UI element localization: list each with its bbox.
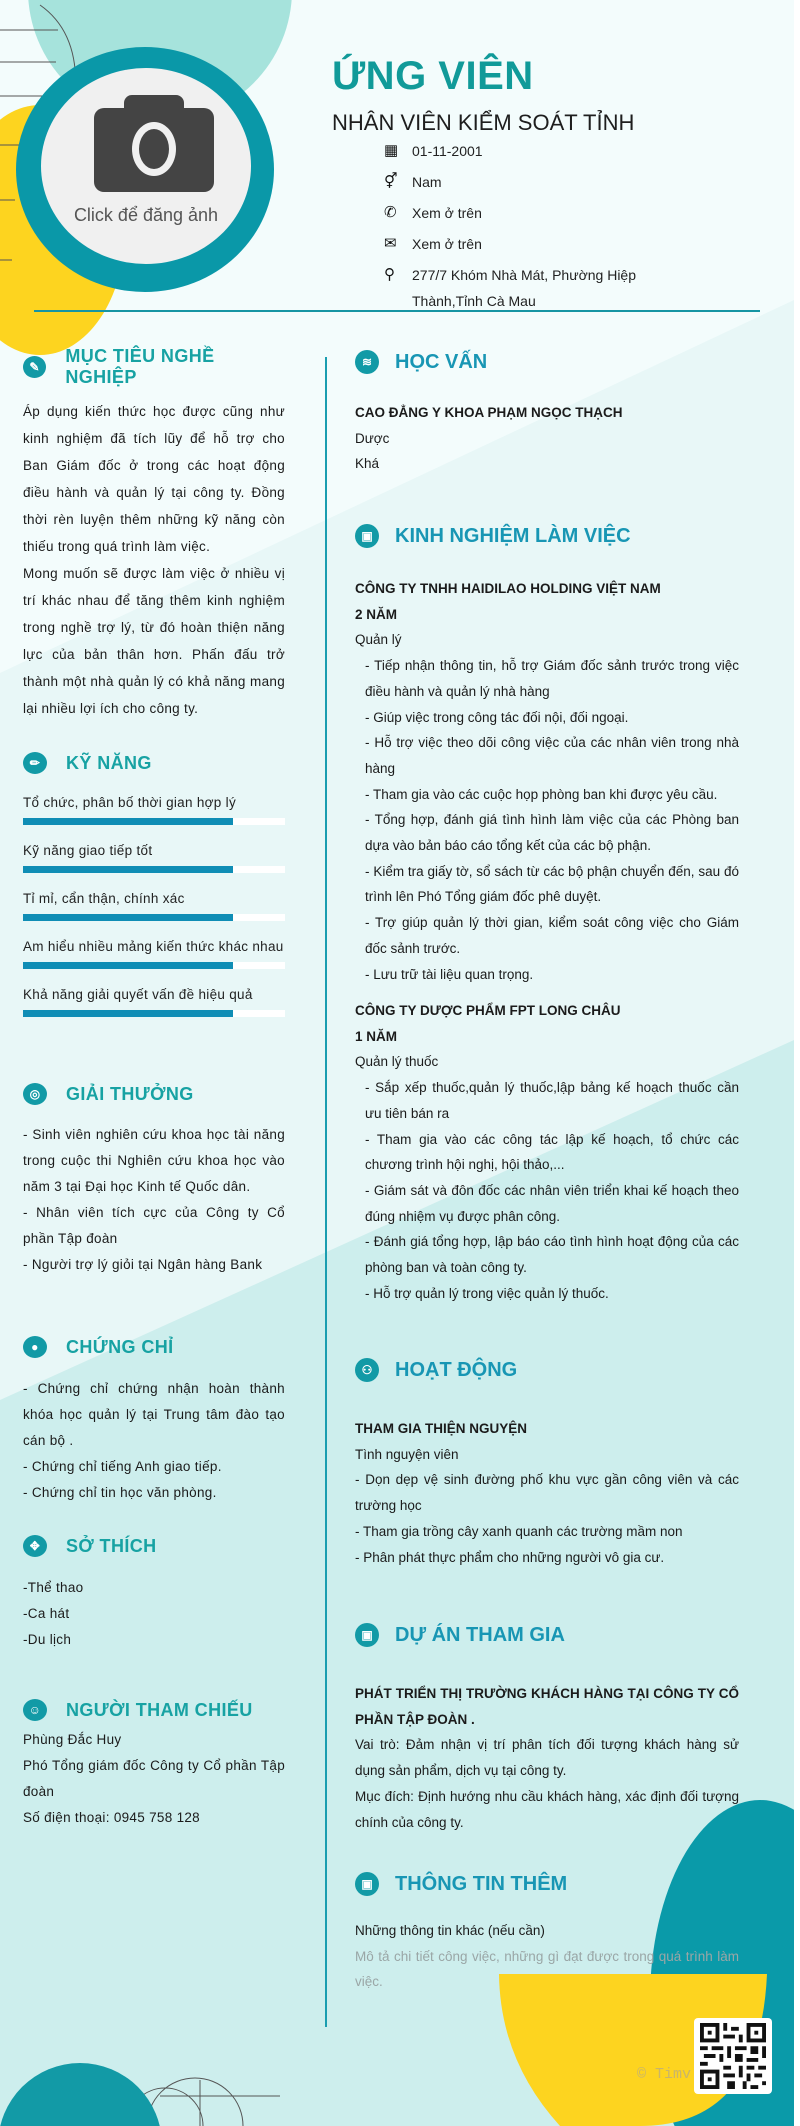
section-additional-info <box>355 1870 739 1995</box>
job-task: - Giúp việc trong công tác đối nội, đối ngoại. <box>365 709 629 725</box>
skill-name: Tổ chức, phân bố thời gian hợp lý <box>23 795 237 810</box>
activity-role: Tình nguyện viên <box>355 1446 459 1462</box>
profile-photo-upload[interactable] <box>16 47 274 292</box>
hobby-item: -Thể thao <box>23 1580 84 1595</box>
section-title: NGƯỜI THAM CHIẾU <box>66 1699 253 1720</box>
section-projects <box>355 1621 739 1835</box>
reference-title: Phó Tổng giám đốc Công ty Cổ phần Tập đoàn <box>23 1758 285 1799</box>
additional-info-text: Những thông tin khác (nếu cần) <box>355 1923 545 1938</box>
job-position: NHÂN VIÊN KIỂM SOÁT TỈNH <box>332 110 635 135</box>
lightbulb-icon: ● <box>23 1336 47 1358</box>
contact-birthdate <box>384 138 764 164</box>
user-add-icon: ☺ <box>23 1699 47 1721</box>
section-education <box>355 348 739 477</box>
address-value: 277/7 Khóm Nhà Mát, Phường Hiệp Thành,Tỉnh Cà Mau <box>412 267 637 309</box>
location-icon: ⚲ <box>384 266 395 283</box>
layers-icon: ≋ <box>355 350 379 374</box>
skill-item <box>23 987 285 1017</box>
id-card-icon: ▣ <box>355 1872 379 1896</box>
skill-name: Kỹ năng giao tiếp tốt <box>23 843 153 858</box>
skill-name: Tỉ mỉ, cẩn thận, chính xác <box>23 891 185 906</box>
project-name: PHÁT TRIỂN THỊ TRƯỜNG KHÁCH HÀNG TẠI CÔNG TY CỔ PHẦN TẬP ĐOÀN . <box>355 1686 739 1727</box>
section-title: THÔNG TIN THÊM <box>395 1872 568 1895</box>
section-title: DỰ ÁN THAM GIA <box>395 1623 565 1646</box>
phone-value: Xem ở trên <box>412 205 482 221</box>
award-item: - Sinh viên nghiên cứu khoa học tài năng trong cuộc thi Nghiên cứu khoa học vào năm 3 tại Đại học Kinh tế Quốc dân. <box>23 1127 285 1194</box>
skill-bar-fill <box>23 866 233 873</box>
job-duration: 1 NĂM <box>355 1028 398 1044</box>
column-divider <box>325 357 327 2027</box>
section-title: GIẢI THƯỞNG <box>66 1083 194 1104</box>
skill-item <box>23 795 285 825</box>
section-objective <box>23 346 285 722</box>
job-duration: 2 NĂM <box>355 606 398 622</box>
section-experience <box>355 522 739 550</box>
hobby-item: -Ca hát <box>23 1606 70 1621</box>
id-card-icon: ▣ <box>355 1623 379 1647</box>
contact-address <box>384 262 674 314</box>
section-title: HOẠT ĐỘNG <box>395 1358 518 1381</box>
skill-name: Khả năng giải quyết vấn đề hiệu quả <box>23 987 253 1002</box>
job-task: - Lưu trữ tài liệu quan trọng. <box>365 966 534 982</box>
skill-bar <box>23 914 285 921</box>
compass-icon: ◎ <box>23 1083 47 1105</box>
section-hobbies <box>23 1534 285 1653</box>
company-name: CÔNG TY DƯỢC PHẨM FPT LONG CHÂU <box>355 1003 621 1018</box>
id-card-icon: ▣ <box>355 524 379 548</box>
objective-paragraph: Áp dụng kiến thức học được cũng như kinh nghiệm đã tích lũy để hỗ trợ cho Ban Giám đốc ở trong các hoạt động điều hành và quản lý tại công ty. Đồng thời rèn luyện thêm những kỹ năng còn thiếu trong quá trình làm việc. <box>23 404 285 554</box>
reference-name: Phùng Đắc Huy <box>23 1732 122 1747</box>
section-reference <box>23 1698 285 1831</box>
calendar-icon: ▦ <box>384 142 399 159</box>
gamepad-icon: ✥ <box>23 1535 47 1557</box>
reference-phone: Số điện thoại: 0945 758 128 <box>23 1810 200 1825</box>
job-entry <box>355 576 739 987</box>
job-role: Quản lý thuốc <box>355 1054 439 1070</box>
activity-item: - Phân phát thực phẩm cho những người vô gia cư. <box>355 1549 665 1565</box>
section-title: MỤC TIÊU NGHỀ NGHIỆP <box>65 346 215 387</box>
contact-gender <box>384 169 764 195</box>
job-task: - Trợ giúp quản lý thời gian, kiểm soát công việc cho Giám đốc sảnh trước. <box>365 915 739 956</box>
job-task: - Hỗ trợ việc theo dõi công việc của các nhân viên trong nhà hàng <box>365 735 739 776</box>
job-task: - Tiếp nhận thông tin, hỗ trợ Giám đốc sảnh trước trong việc điều hành và quản lý nhà hàng <box>365 658 739 699</box>
certificate-item: - Chứng chỉ chứng nhận hoàn thành khóa học quản lý tại Trung tâm đào tạo cán bộ . <box>23 1381 285 1448</box>
skill-bar-fill <box>23 962 233 969</box>
grade: Khá <box>355 456 380 472</box>
email-value: Xem ở trên <box>412 236 482 252</box>
email-icon: ✉ <box>384 235 397 252</box>
header-divider <box>34 310 760 312</box>
activity-item: - Tham gia trồng cây xanh quanh các trường mầm non <box>355 1523 683 1539</box>
job-task: - Kiểm tra giấy tờ, sổ sách từ các bộ phận chuyển đến, sau đó trình lên Phó Tổng giám đốc phê duyệt. <box>365 863 739 905</box>
pencil-icon: ✏ <box>23 752 47 774</box>
project-role: Vai trò: Đảm nhận vị trí phân tích đối tượng khách hàng sử dụng sản phẩm, dịch vụ tại công ty. <box>355 1737 739 1779</box>
contact-phone <box>384 200 764 226</box>
job-task: - Sắp xếp thuốc,quản lý thuốc,lập bảng kế hoạch thuốc cần ưu tiên bán ra <box>365 1080 739 1121</box>
skill-bar <box>23 1010 285 1017</box>
phone-icon: ✆ <box>384 204 397 221</box>
activity-name: THAM GIA THIỆN NGUYỆN <box>355 1421 527 1436</box>
skill-bar-fill <box>23 818 233 825</box>
skill-bar <box>23 866 285 873</box>
project-goal: Mục đích: Định hướng nhu cầu khách hàng, xác định đối tượng chính của công ty. <box>355 1788 739 1830</box>
job-task: - Đánh giá tổng hợp, lập báo cáo tình hình hoạt động của các phòng ban và toàn công ty. <box>365 1234 739 1276</box>
group-icon: ⚇ <box>355 1358 379 1382</box>
skill-bar <box>23 818 285 825</box>
section-title: KINH NGHIỆM LÀM VIỆC <box>395 524 631 547</box>
award-item: - Nhân viên tích cực của Công ty Cổ phần Tập đoàn <box>23 1205 285 1246</box>
certificate-item: - Chứng chỉ tin học văn phòng. <box>23 1485 217 1500</box>
section-certificates <box>23 1335 285 1506</box>
job-task: - Giám sát và đôn đốc các nhân viên triển khai kế hoạch theo đúng nhiệm vụ được phân công. <box>365 1182 739 1224</box>
job-task: - Tham gia vào các cuộc họp phòng ban khi được yêu cầu. <box>365 786 718 802</box>
photo-upload-label: Click để đăng ảnh <box>73 205 219 225</box>
watermark: © Timv <box>637 2066 692 2083</box>
candidate-name: ỨNG VIÊN <box>332 54 534 98</box>
activity-item: - Dọn dẹp vệ sinh đường phố khu vực gần công viên và các trường học <box>355 1472 739 1514</box>
section-title: CHỨNG CHỈ <box>66 1336 174 1357</box>
job-task: - Tham gia vào các công tác lập kế hoạch, tổ chức các chương trình hội nghị, hội thảo,... <box>365 1131 739 1173</box>
birthdate-value: 01-11-2001 <box>412 143 483 159</box>
section-awards <box>23 1082 285 1278</box>
gender-value: Nam <box>412 174 442 190</box>
award-item: - Người trợ lý giỏi tại Ngân hàng Bank <box>23 1257 263 1272</box>
section-title: KỸ NĂNG <box>66 752 152 773</box>
additional-info-placeholder[interactable]: Mô tả chi tiết công việc, những gì đạt được trong quá trình làm việc. <box>355 1948 739 1990</box>
camera-icon <box>94 108 214 192</box>
job-task: - Hỗ trợ quản lý trong việc quản lý thuốc. <box>365 1285 609 1301</box>
section-title: SỞ THÍCH <box>66 1535 157 1556</box>
job-entry <box>355 998 739 1306</box>
hobby-item: -Du lịch <box>23 1632 72 1647</box>
section-skills <box>23 751 285 1051</box>
skill-item <box>23 891 285 921</box>
skill-name: Am hiểu nhiều mảng kiến thức khác nhau <box>23 939 284 954</box>
major: Dược <box>355 430 390 446</box>
job-task: - Tổng hợp, đánh giá tình hình làm việc của các Phòng ban dựa vào bản báo cáo tổng kết của các bộ phận. <box>365 812 739 854</box>
objective-paragraph: Mong muốn sẽ được làm việc ở nhiều vị trí khác nhau để tăng thêm kinh nghiệm trong nghề trợ lý, từ đó hoàn thiện năng lực của bản thân hơn. Phấn đấu trở thành một nhà quản lý có khả năng mang lại nhiều lợi ích cho công ty. <box>23 566 285 716</box>
job-role: Quản lý <box>355 632 402 648</box>
contact-email <box>384 231 764 257</box>
skill-item <box>23 843 285 873</box>
qr-code <box>694 2018 772 2094</box>
section-activities <box>355 1356 739 1570</box>
company-name: CÔNG TY TNHH HAIDILAO HOLDING VIỆT NAM <box>355 581 661 596</box>
school-name: CAO ĐẲNG Y KHOA PHẠM NGỌC THẠCH <box>355 405 623 420</box>
skill-bar <box>23 962 285 969</box>
pin-icon: ✎ <box>23 356 46 378</box>
skill-item <box>23 939 285 969</box>
gender-icon: ⚥ <box>384 173 398 190</box>
certificate-item: - Chứng chỉ tiếng Anh giao tiếp. <box>23 1459 222 1474</box>
skill-bar-fill <box>23 1010 233 1017</box>
qr-code-pattern <box>699 2023 767 2089</box>
skill-bar-fill <box>23 914 233 921</box>
section-title: HỌC VẤN <box>395 350 488 373</box>
